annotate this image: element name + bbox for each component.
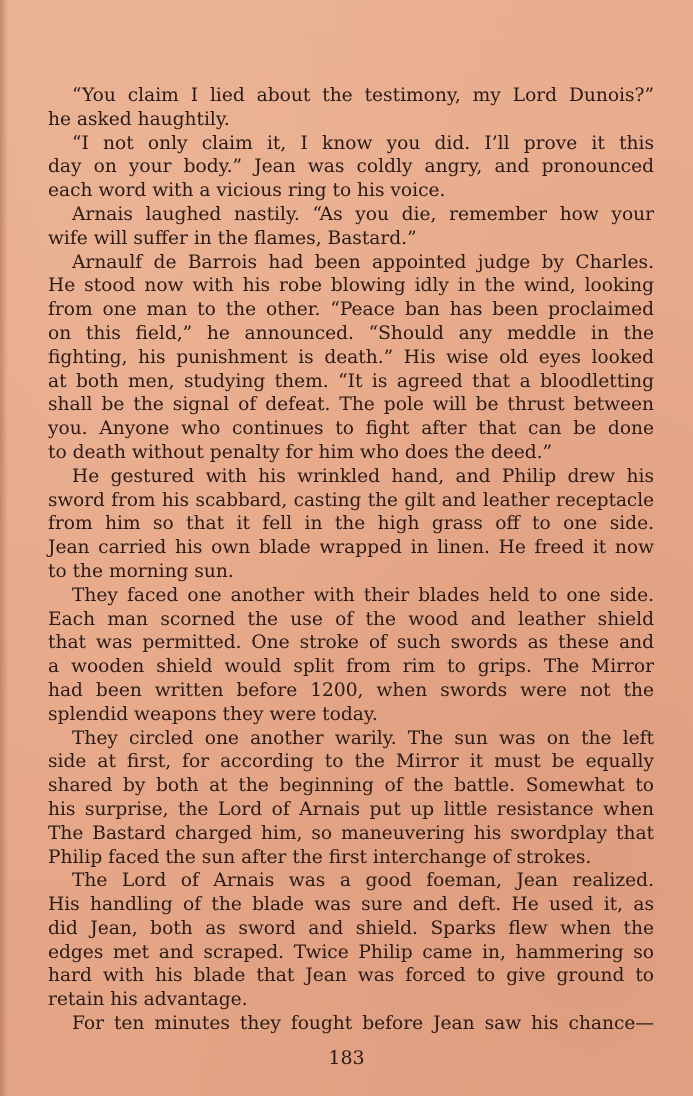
text-line: His handling of the blade was sure and deft. He used it, as [48, 894, 654, 916]
text-line: to the morning sun. [48, 560, 234, 582]
text-line: day on your body.” Jean was coldly angry, and pronounced [48, 156, 654, 178]
text-line: Jean carried his own blade wrapped in linen. He freed it now [48, 537, 654, 559]
text-line: Arnaulf de Barrois had been appointed judge by Charles. [72, 251, 654, 273]
text-line: shared by both at the beginning of the battle. Somewhat to [48, 775, 654, 797]
text-line: did Jean, both as sword and shield. Sparks flew when the [48, 917, 654, 939]
text-line: The Lord of Arnais was a good foeman, Jean realized. [72, 870, 654, 892]
text-line: he asked haughtily. [48, 108, 230, 130]
text-line: a wooden shield would split from rim to grips. The Mirror [48, 656, 654, 678]
text-line: had been written before 1200, when swords were not the [48, 679, 654, 701]
text-line: “I not only claim it, I know you did. I’ll prove it this [72, 132, 654, 154]
text-line: “You claim I lied about the testimony, my Lord Dunois?” [72, 85, 654, 106]
text-line: They circled one another warily. The sun was on the left [72, 727, 654, 749]
page-edge-shadow [0, 0, 8, 1096]
text-line: sword from his scabbard, casting the gilt and leather receptacle [48, 489, 654, 511]
text-line: side at first, for according to the Mirror it must be equally [48, 751, 654, 773]
text-line: on this field,” he announced. “Should any meddle in the [48, 322, 654, 344]
text-line: to death without penalty for him who does the deed.” [48, 441, 553, 463]
text-line: Each man scorned the use of the wood and leather shield [48, 608, 654, 630]
text-line: He stood now with his robe blowing idly in the wind, looking [48, 275, 654, 297]
text-line: from one man to the other. “Peace ban has been proclaimed [48, 299, 654, 321]
text-line: fighting, his punishment is death.” His wise old eyes looked [48, 346, 654, 368]
text-line: splendid weapons they were today. [48, 703, 378, 725]
body-text [48, 84, 654, 1036]
text-line: Arnais laughed nastily. “As you die, remember how your [72, 203, 654, 225]
text-line: retain his advantage. [48, 989, 248, 1011]
text-line: shall be the signal of defeat. The pole will be thrust between [48, 394, 654, 416]
text-line: from him so that it fell in the high grass off to one side. [48, 513, 654, 535]
text-line: at both men, studying them. “It is agreed that a bloodletting [48, 370, 654, 392]
text-line: For ten minutes they fought before Jean saw his chance— [72, 1013, 654, 1035]
text-line: They faced one another with their blades held to one side. [72, 584, 654, 606]
text-line: The Bastard charged him, so maneuvering his swordplay that [48, 822, 654, 844]
text-line: He gestured with his wrinkled hand, and Philip drew his [72, 465, 654, 487]
text-line: wife will suffer in the flames, Bastard.” [48, 227, 417, 249]
text-line: edges met and scraped. Twice Philip came in, hammering so [48, 941, 654, 963]
text-line: that was permitted. One stroke of such swords as these and [48, 632, 654, 654]
text-line: you. Anyone who continues to fight after that can be done [48, 418, 654, 440]
text-line: hard with his blade that Jean was forced to give ground to [48, 965, 654, 987]
text-line: Philip faced the sun after the first interchange of strokes. [48, 846, 592, 868]
page-number: 183 [328, 1047, 365, 1069]
text-line: each word with a vicious ring to his voice. [48, 180, 446, 202]
text-line: his surprise, the Lord of Arnais put up little resistance when [48, 798, 654, 820]
